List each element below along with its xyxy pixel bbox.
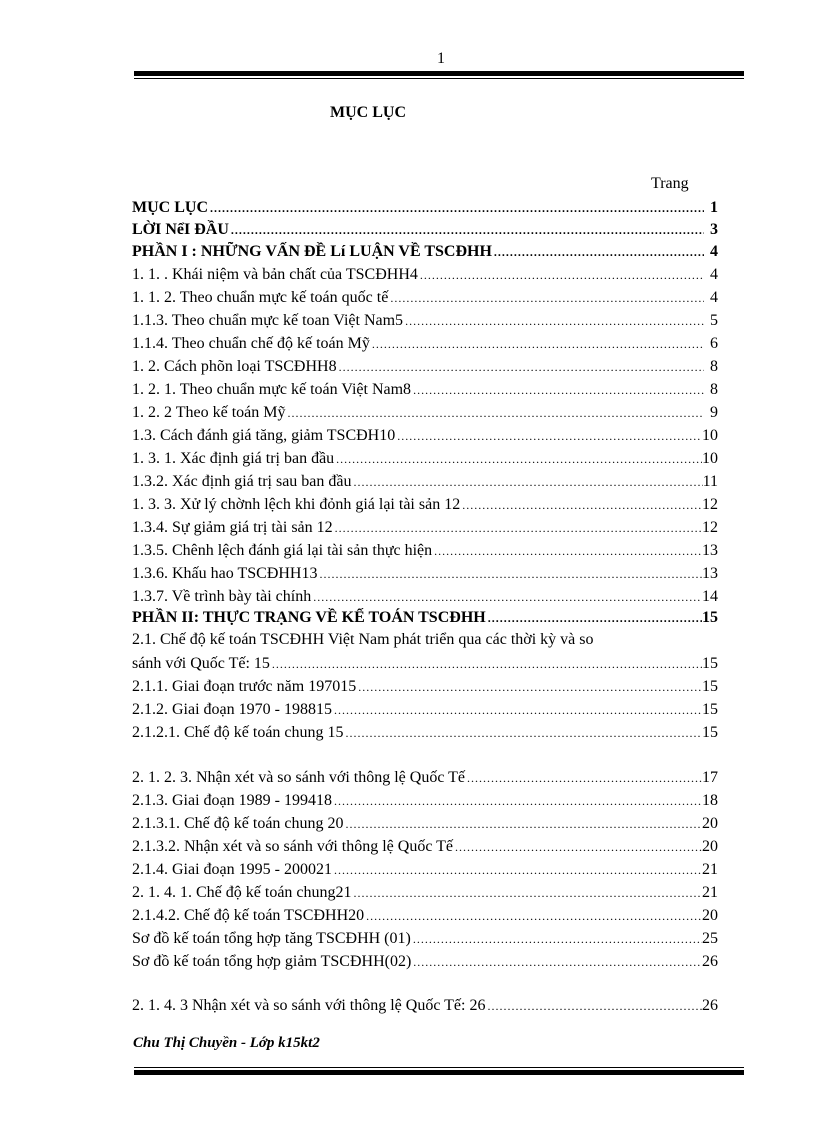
toc-entry-text: 1. 3. 3. Xử lý chờnh lệch khi đỏnh giá lại tài sản 12 [132, 496, 461, 513]
footer-rule [134, 1067, 744, 1075]
toc-entry-page: 20 [702, 815, 718, 832]
dot-leader [434, 541, 702, 561]
toc-entry[interactable] [132, 220, 718, 240]
toc-entry-text: 1.3.2. Xác định giá trị sau ban đầu [132, 473, 352, 490]
toc-entry[interactable] [132, 700, 718, 720]
dot-leader [287, 403, 704, 423]
toc-entry-text: 1.3. Cách đánh giá tăng, giảm TSCĐH10 [132, 427, 396, 444]
dot-leader [372, 334, 704, 354]
toc-entry-text: 1.1.3. Theo chuẩn mực kế toan Việt Nam5 [132, 312, 404, 329]
dot-leader [397, 426, 702, 446]
dot-leader [334, 791, 702, 811]
toc-entry-page: 4 [710, 243, 718, 260]
dot-leader [390, 288, 704, 308]
toc-entry-text: 1.3.7. Về trình bày tài chính [132, 588, 312, 605]
dot-leader [487, 996, 702, 1016]
toc-entry-page: 9 [710, 404, 718, 421]
toc-entry[interactable] [132, 495, 718, 515]
toc-entry-page: 15 [702, 678, 718, 695]
toc-entry-text: 1.3.5. Chênh lệch đánh giá lại tài sản thực hiện [132, 542, 433, 559]
toc-entry-text: 1. 2. Cách phõn loại TSCĐHH8 [132, 358, 337, 375]
toc-entry-text: Sơ đồ kế toán tổng hợp tăng TSCĐHH (01) [132, 930, 411, 947]
toc-entry-text: MỤC LỤC [132, 199, 208, 216]
toc-entry[interactable] [132, 288, 718, 308]
toc-entry-text: Sơ đồ kế toán tổng hợp giảm TSCĐHH(02) [132, 953, 412, 970]
toc-entry-page: 26 [702, 997, 718, 1014]
toc-entry-page: 12 [702, 496, 718, 513]
toc-entry-text: 2.1.4. Giai đoạn 1995 - 200021 [132, 861, 332, 878]
dot-leader [358, 677, 702, 697]
toc-entry-page: 3 [710, 221, 718, 238]
dot-leader [462, 495, 702, 515]
toc-entry[interactable] [132, 449, 718, 469]
toc-entry[interactable] [132, 265, 718, 285]
toc-entry-page: 10 [702, 450, 718, 467]
page-column-label: Trang [651, 175, 689, 192]
toc-entry-page: 1 [710, 199, 718, 216]
toc-entry-page: 17 [702, 769, 718, 786]
toc-entry-page: 8 [710, 381, 718, 398]
dot-leader [346, 814, 702, 834]
toc-entry-text: 1.3.6. Khấu hao TSCĐHH13 [132, 565, 318, 582]
toc-entry-text: 1. 1. 2. Theo chuẩn mực kế toán quốc tế [132, 289, 389, 306]
toc-entry-page: 15 [702, 724, 718, 741]
toc-entry-page: 15 [702, 701, 718, 718]
toc-entry-page: 25 [702, 930, 718, 947]
toc-entry-text: PHẦN II: THỰC TRẠNG VỀ KẾ TOÁN TSCĐHH [132, 609, 486, 626]
toc-entry[interactable] [132, 587, 718, 607]
toc-entry-text: 2.1.2. Giai đoạn 1970 - 198815 [132, 701, 332, 718]
toc-entry-page: 20 [702, 838, 718, 855]
toc-entry-page: 26 [702, 953, 718, 970]
dot-leader [354, 883, 702, 903]
toc-entry-text: 1.1.4. Theo chuẩn chế độ kế toán Mỹ [132, 335, 370, 352]
dot-leader [334, 860, 702, 880]
toc-entry-text: 2.1.3.1. Chế độ kế toán chung 20 [132, 815, 344, 832]
toc-entry[interactable] [132, 564, 718, 584]
toc-entry[interactable] [132, 996, 718, 1016]
dot-leader [494, 242, 704, 262]
toc-entry[interactable] [132, 518, 718, 538]
toc-entry[interactable] [132, 883, 718, 903]
toc-entry-page: 12 [702, 519, 718, 536]
toc-entry[interactable] [132, 198, 718, 218]
toc-entry[interactable] [132, 608, 718, 628]
toc-entry[interactable] [132, 654, 718, 674]
toc-entry[interactable] [132, 723, 718, 743]
dot-leader [455, 837, 702, 857]
toc-entry[interactable] [132, 472, 718, 492]
toc-entry-page: 15 [702, 655, 718, 672]
dot-leader [420, 265, 704, 285]
toc-entry[interactable] [132, 814, 718, 834]
dot-leader [339, 357, 704, 377]
toc-entry-text: 2.1.4.2. Chế độ kế toán TSCĐHH20 [132, 907, 365, 924]
toc-entry-page: 8 [710, 358, 718, 375]
toc-entry-text: PHẦN I : NHỮNG VẤN ĐỀ Lí LUẬN VỀ TSCĐHH [132, 243, 492, 260]
toc-entry-text: 2.1.3. Giai đoạn 1989 - 199418 [132, 792, 332, 809]
toc-entry-page: 21 [702, 884, 718, 901]
dot-leader [272, 654, 702, 674]
toc-entry-text: 1. 2. 2 Theo kế toán Mỹ [132, 404, 286, 421]
toc-entry[interactable] [132, 929, 718, 949]
toc-entry-text: 2.1.2.1. Chế độ kế toán chung 15 [132, 724, 344, 741]
dot-leader [488, 608, 702, 628]
footer-author: Chu Thị Chuyền - Lớp k15kt2 [133, 1035, 320, 1051]
toc-entry[interactable] [132, 357, 718, 377]
page-number: 1 [437, 50, 445, 67]
toc-entry[interactable] [132, 380, 718, 400]
toc-entry[interactable] [132, 311, 718, 331]
toc-entry[interactable] [132, 677, 718, 697]
toc-entry[interactable] [132, 860, 718, 880]
dot-leader [354, 472, 703, 492]
dot-leader [405, 311, 704, 331]
toc-entry-page: 10 [702, 427, 718, 444]
toc-entry-text: 2.1.3.2. Nhận xét và so sánh với thông lệ Quốc Tế [132, 838, 453, 855]
toc-entry-page: 4 [710, 266, 718, 283]
dot-leader [336, 449, 702, 469]
toc-entry[interactable] [132, 952, 718, 972]
toc-entry-text: 2. 1. 4. 3 Nhận xét và so sánh với thông lệ Quốc Tế: 26 [132, 997, 486, 1014]
dot-leader [413, 380, 704, 400]
dot-leader [319, 564, 702, 584]
page-title: MỤC LỤC [330, 104, 406, 121]
toc-entry[interactable] [132, 791, 718, 811]
toc-entry-text: 2. 1. 4. 1. Chế độ kế toán chung21 [132, 884, 352, 901]
toc-entry[interactable] [132, 906, 718, 926]
toc-entry-text: 2. 1. 2. 3. Nhận xét và so sánh với thông lệ Quốc Tế [132, 769, 465, 786]
toc-entry-text: LỜI NểI ĐẦU [132, 221, 229, 238]
toc-entry-text: 1. 3. 1. Xác định giá trị ban đầu [132, 450, 335, 467]
toc-entry[interactable] [132, 426, 718, 446]
dot-leader [231, 220, 704, 240]
toc-entry-page: 5 [710, 312, 718, 329]
toc-entry[interactable] [132, 837, 718, 857]
toc-entry-text: 2.1.1. Giai đoạn trước năm 197015 [132, 678, 357, 695]
toc-entry-text: 1. 1. . Khái niệm và bản chất của TSCĐHH4 [132, 266, 418, 283]
toc-entry-page: 13 [702, 542, 718, 559]
toc-entry[interactable] [132, 541, 718, 561]
toc-entry-page: 18 [702, 792, 718, 809]
toc-entry[interactable] [132, 768, 718, 788]
toc-entry-text: 1.3.4. Sự giảm giá trị tài sản 12 [132, 519, 333, 536]
dot-leader [413, 929, 702, 949]
dot-leader [334, 700, 702, 720]
toc-entry[interactable] [132, 403, 718, 423]
toc-entry-page: 14 [702, 588, 718, 605]
toc-entry[interactable] [132, 334, 718, 354]
toc-entry[interactable] [132, 242, 718, 262]
dot-leader [210, 198, 704, 218]
toc-entry-page: 11 [702, 473, 718, 490]
dot-leader [413, 952, 702, 972]
toc-entry-text: 1. 2. 1. Theo chuẩn mực kế toán Việt Nam8 [132, 381, 412, 398]
toc-entry-page: 21 [702, 861, 718, 878]
toc-entry-wrapped-line[interactable]: 2.1. Chế độ kế toán TSCĐHH Việt Nam phát triển qua các thời kỳ và so [132, 631, 594, 648]
dot-leader [346, 723, 702, 743]
toc-entry-page: 13 [702, 565, 718, 582]
toc-entry-page: 6 [710, 335, 718, 352]
dot-leader [335, 518, 702, 538]
toc-entry-page: 15 [702, 609, 718, 626]
dot-leader [467, 768, 702, 788]
toc-entry-text: sánh với Quốc Tế: 15 [132, 655, 270, 672]
toc-entry-page: 4 [710, 289, 718, 306]
toc-entry-page: 20 [702, 907, 718, 924]
dot-leader [366, 906, 702, 926]
dot-leader [313, 587, 702, 607]
